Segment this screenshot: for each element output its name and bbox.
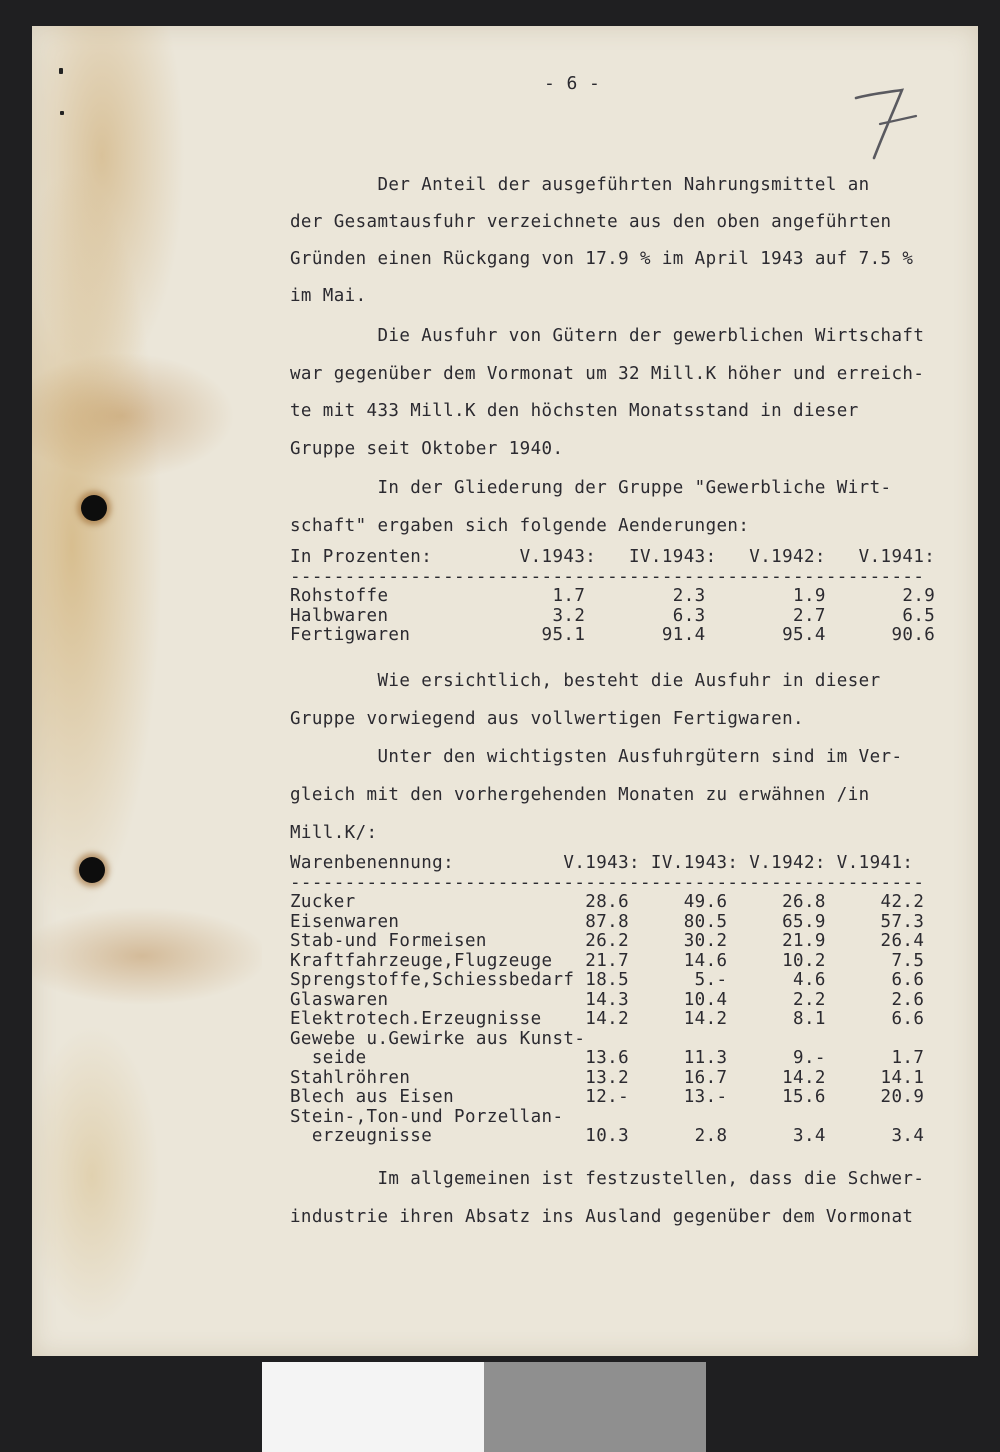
ink-speck: [60, 111, 64, 115]
punch-hole-bottom: [79, 857, 105, 883]
paragraph-food-exports: Der Anteil der ausgeführten Nahrungsmittel an der Gesamtausfuhr verzeichnete aus den oben angeführten Gründen einen Rückgang von 17.9 % im April 1943 auf 7.5 % im Mai.: [290, 175, 914, 306]
age-stain: [32, 26, 262, 1356]
page-number: - 6 -: [544, 73, 601, 94]
calibration-strip-gray: [484, 1362, 706, 1452]
table-export-goods: Warenbenennung: V.1943: IV.1943: V.1942: V.1941: ---------------------------------------------------------- Zucker 28.6 49.6 26.8 42.2 Eisenwaren 87.8 80.5 65.9 57.3 Stab-und Formeisen 26.2 30.2 21.9 26.4 Kraftfahrzeuge,Flugzeuge 21.7 14.6 10.2 7.5 Sprengstoffe,Schiessbedarf 18.5 5.- 4.6 6.6 Glaswaren 14.3 10.4 2.2 2.6 Elektrotech.Erzeugnisse 14.2 14.2 8.1 6.6 Gewebe u.Gewirke aus Kunst- seide 13.6 11.3 9.- 1.7 Stahlröhren 13.2 16.7 14.2 14.1 Blech aus Eisen 12.- 13.- 15.6 20.9 Stein-,Ton-und Porzellan- erzeugnisse 10.3 2.8 3.4 3.4: [290, 853, 925, 1146]
table-percentages: In Prozenten: V.1943: IV.1943: V.1942: V.1941: ---------------------------------------------------------- Rohstoffe 1.7 2.3 1.9 2.9 Halbwaren 3.2 6.3 2.7 6.5 Fertigwaren 95.1 91.4 95.4 90.6: [290, 547, 936, 645]
paragraph-important-goods: Unter den wichtigsten Ausfuhrgütern sind im Ver- gleich mit den vorhergehenden Monaten zu erwähnen /in Mill.K/:: [290, 747, 903, 843]
paragraph-heavy-industry: Im allgemeinen ist festzustellen, dass die Schwer- industrie ihren Absatz ins Ausland gegenüber dem Vormonat: [290, 1169, 925, 1227]
punch-hole-top: [81, 495, 107, 521]
document-page: [32, 26, 978, 1356]
paragraph-industrial-exports: Die Ausfuhr von Gütern der gewerblichen Wirtschaft war gegenüber dem Vormonat um 32 Mill.K höher und erreich- te mit 433 Mill.K den höchsten Monatsstand in dieser Gruppe seit Oktober 1940.: [290, 326, 925, 459]
ink-speck: [59, 68, 63, 74]
paragraph-breakdown-intro: In der Gliederung der Gruppe "Gewerbliche Wirt- schaft" ergaben sich folgende Aenderungen:: [290, 478, 892, 536]
handwritten-page-number: [850, 84, 920, 164]
paragraph-finished-goods: Wie ersichtlich, besteht die Ausfuhr in dieser Gruppe vorwiegend aus vollwertigen Fertigwaren.: [290, 671, 881, 729]
calibration-strip-white: [262, 1362, 484, 1452]
